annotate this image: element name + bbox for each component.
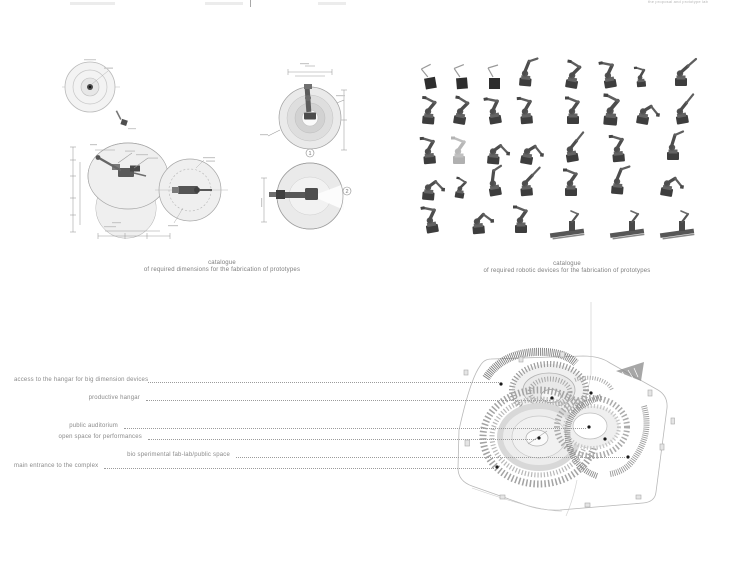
robot-thumbnail-rail xyxy=(609,207,645,243)
label-main-entrance: main entrance to the complex xyxy=(14,463,99,469)
robot-thumbnail-standard xyxy=(475,94,511,130)
leader-main-entrance xyxy=(104,467,494,469)
label-public-auditorium: public auditorium xyxy=(69,423,118,429)
hatched-triangle xyxy=(616,362,644,381)
axonometric-complex-drawing xyxy=(450,298,720,526)
robot-thumbnail-reach xyxy=(662,94,698,130)
label-bio-fablab: bio sperimental fab-lab/public space xyxy=(127,452,230,458)
robot-thumbnail-standard xyxy=(442,94,478,130)
robot-thumbnail-tall xyxy=(475,166,511,202)
robot-thumbnail-big xyxy=(592,94,628,130)
leader-bio-fablab xyxy=(236,456,625,458)
robot-thumbnail-compact xyxy=(442,170,478,206)
robot-thumbnail-standard xyxy=(552,166,588,202)
robot-thumbnail-reach xyxy=(507,166,543,202)
robot-thumbnail-standard xyxy=(590,58,626,94)
leader-open-space xyxy=(148,438,536,440)
robot-thumbnail-standard xyxy=(554,58,590,94)
robot-catalogue-grid xyxy=(0,0,730,260)
robot-thumbnail-bent xyxy=(649,166,685,202)
robot-thumbnail-standard xyxy=(502,203,538,239)
robot-thumbnail-bent xyxy=(459,204,495,240)
diagram-number-2: 2 xyxy=(345,189,349,196)
leader-public-auditorium xyxy=(124,427,586,429)
caption-dimensions xyxy=(72,260,372,274)
leader-hangar-access xyxy=(148,381,499,383)
robot-thumbnail-bent xyxy=(625,94,661,130)
robot-thumbnail-tall xyxy=(507,56,543,92)
robot-thumbnail-standard xyxy=(554,94,590,130)
robot-thumbnail-rail xyxy=(659,207,695,243)
robot-thumbnail-standard xyxy=(410,94,446,130)
robot-thumbnail-tall xyxy=(654,130,690,166)
robot-thumbnail-standard xyxy=(599,132,635,168)
robot-thumbnail-bent xyxy=(475,134,511,170)
label-open-space: open space for performances xyxy=(58,434,142,440)
label-productive-hangar: productive hangar xyxy=(88,395,140,401)
caption-robots-line2: of required robotic devices for the fabrication of prototypes xyxy=(483,268,651,274)
caption-dimensions-line1: catalogue xyxy=(208,260,236,266)
robot-thumbnail-reach xyxy=(662,56,698,92)
robot-thumbnail-bent xyxy=(509,134,545,170)
robot-thumbnail-standard xyxy=(507,94,543,130)
leader-productive-hangar xyxy=(146,399,550,401)
robot-thumbnail-sketch xyxy=(442,60,478,96)
header-note: the proposal and prototype lab xyxy=(647,0,708,4)
label-hangar-access: access to the hangar for big dimension devices xyxy=(14,377,149,383)
robot-thumbnail-reach xyxy=(552,132,588,168)
caption-robots-line1: catalogue xyxy=(553,261,581,267)
robot-thumbnail-compact xyxy=(622,59,658,95)
robot-thumbnail-standard xyxy=(412,203,448,239)
robot-thumbnail-faint xyxy=(440,134,476,170)
robot-thumbnail-rail xyxy=(549,207,585,243)
robot-thumbnail-bent xyxy=(410,170,446,206)
robot-thumbnail-sketch xyxy=(410,60,446,96)
diagram-number-1: 1 xyxy=(308,151,312,158)
robot-thumbnail-sketch xyxy=(475,60,511,96)
robot-thumbnail-tall xyxy=(599,164,635,200)
caption-dimensions-line2: of required dimensions for the fabrication of prototypes xyxy=(143,267,301,273)
caption-robots xyxy=(417,261,717,275)
